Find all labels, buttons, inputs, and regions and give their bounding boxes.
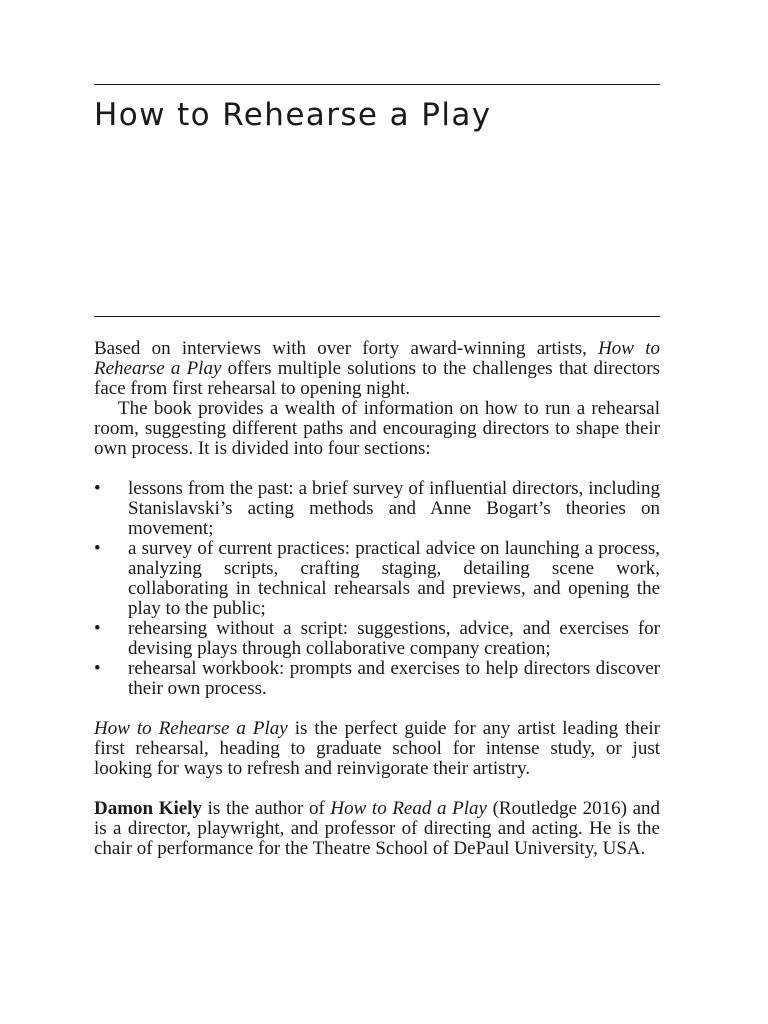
sections-intro-paragraph: The book provides a wealth of information on how to run a rehearsal room, suggesting different paths and encouraging directors to shape their own process. It is divided into four sections: — [94, 398, 660, 459]
list-item — [94, 619, 660, 659]
section-text: a survey of current practices: practical advice on launching a process, analyzing scripts, crafting staging, detailing scene work, collaborating in technical rehearsals and previews, and opening the play to the public; — [128, 538, 660, 619]
bullet-icon: • — [94, 618, 101, 639]
author-text-a: is the author of — [202, 798, 331, 819]
author-bio — [94, 799, 660, 859]
intro-lead: Based on interviews with over forty award-winning artists, — [94, 338, 599, 359]
section-text: rehearsing without a script: suggestions, advice, and exercises for devising plays through collaborative company creation; — [128, 618, 660, 659]
closing-rest: is the perfect guide for any artist leading their first rehearsal, heading to graduate school for intense study, or just looking for ways to refresh and reinvigorate their artistry. — [94, 718, 660, 779]
bullet-icon: • — [94, 478, 101, 499]
blurb — [94, 339, 660, 859]
bullet-icon: • — [94, 538, 101, 559]
closing-paragraph — [94, 719, 660, 779]
spacer — [94, 699, 660, 719]
page-title: How to Rehearse a Play — [94, 97, 492, 133]
list-item — [94, 479, 660, 539]
top-rule — [94, 84, 660, 85]
middle-rule — [94, 316, 660, 317]
section-text: lessons from the past: a brief survey of influential directors, including Stanislavski’s acting methods and Anne Bogart’s theories on movement; — [128, 478, 660, 539]
author-name: Damon Kiely — [94, 798, 203, 819]
closing-book-title: How to Rehearse a Play — [94, 718, 288, 739]
intro-book-title: How to Rehearse a Play — [94, 338, 660, 379]
bullet-icon: • — [94, 658, 101, 679]
intro-rest: offers multiple solutions to the challenges that directors face from first rehearsal to opening night. — [94, 358, 660, 399]
list-item — [94, 659, 660, 699]
intro-paragraph — [94, 339, 660, 399]
author-text-b: (Routledge 2016) and is a director, playwright, and professor of directing and acting. He is the chair of performance for the Theatre School of DePaul University, USA. — [94, 798, 660, 859]
list-item — [94, 539, 660, 619]
sections-list — [94, 479, 660, 699]
spacer — [94, 779, 660, 799]
spacer — [94, 459, 660, 479]
author-other-book: How to Read a Play — [330, 798, 487, 819]
section-text: rehearsal workbook: prompts and exercises to help directors discover their own process. — [128, 658, 660, 699]
